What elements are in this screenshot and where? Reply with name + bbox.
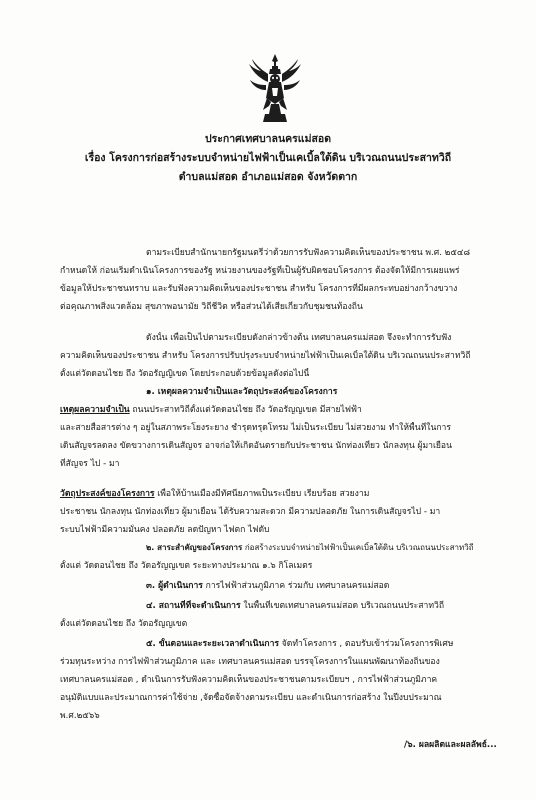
garuda-emblem-icon (247, 52, 303, 126)
section1-necessity-line-1 (60, 404, 478, 416)
section1-necessity-line-3: เดินสัญจรลดลง ขัดขวางการเดินสัญจร อาจก่อให้เกิดอันตรายกับประชาชน นักท่องเที่ยว นักลงทุน ผู้มาเยือน (60, 441, 452, 451)
objective-label: วัตถุประสงค์ของโครงการ (60, 489, 155, 499)
section2-label: ๒. สาระสำคัญของโครงการ (146, 543, 243, 552)
para2-line-2: ความคิดเห็นของประชาชน สำหรับ โครงการปรับปรุงระบบจำหน่ายไฟฟ้าเป็นเคเบิ้ลใต้ดิน บริเวณถนนประสาทวิถี (60, 351, 471, 361)
section5-line-1 (146, 638, 478, 650)
section1-objective-line-2: ประชาชน นักลงทุน นักท่องเที่ยว ผู้มาเยือน ได้รับความสะดวก มีความปลอดภัย ในการเดินสัญจรไป - มา (60, 507, 441, 517)
section1-heading: ๑. เหตุผลความจำเป็นและวัตถุประสงค์ของโครงการ (146, 387, 338, 397)
section1-objective-line-1 (60, 488, 478, 500)
title-location: ตำบลแม่สอด อำเภอแม่สอด จังหวัดตาก (178, 171, 358, 183)
para2-line-3: ตั้งแต่วัดดอนไชย ถึง วัดอรัญญิเขต โดยประกอบด้วยข้อมูลดังต่อไปนี้ (60, 369, 310, 379)
section4-line-1 (146, 600, 478, 612)
section1-objective-line-3: ระบบไฟฟ้ามีความมั่นคง ปลอดภัย ลดปัญหา ไฟตก ไฟดับ (60, 525, 270, 535)
necessity-label: เหตุผลความจำเป็น (60, 405, 130, 415)
intro-line-4: ต่อคุณภาพสิ่งแวดล้อม สุขภาพอนามัย วิถีชีวิต หรือส่วนได้เสียเกี่ยวกับชุมชนท้องถิ่น (60, 302, 363, 312)
section2-line-1 (146, 542, 478, 554)
section2-line-2: ตั้งแต่ วัดดอนไชย ถึง วัดอรัญญเขต ระยะทางประมาณ ๑.๖ กิโลเมตร (60, 561, 313, 571)
section5-text: จัดทำโครงการ , ตอบรับเข้าร่วมโครงการพิเศษ (279, 639, 454, 649)
section4-line-2: ตั้งแต่วัดดอนไชย ถึง วัดอรัญญเขต (60, 619, 188, 629)
section5-label: ๕. ขั้นตอนและระยะเวลาดำเนินการ (146, 639, 280, 649)
next-page-reference: /๖. ผลผลิตและผลลัพธ์... (404, 740, 497, 750)
objective-text: เพื่อให้บ้านเมืองมีทัศนียภาพเป็นระเบียบ เรียบร้อย สวยงาม (154, 489, 370, 499)
para2-line-1: ดังนั้น เพื่อเป็นไปตามระเบียบดังกล่าวข้างต้น เทศบาลนครแม่สอด จึงจะทำการรับฟัง (146, 333, 452, 343)
intro-line-1: ตามระเบียบสำนักนายกรัฐมนตรีว่าด้วยการรับฟังความคิดเห็นของประชาชน พ.ศ. ๒๕๔๘ (146, 248, 470, 258)
section3-line (146, 580, 478, 592)
section1-necessity-line-2: และสายสื่อสารต่าง ๆ อยู่ในสภาพระโยงระยาง ชำรุดทรุดโทรม ไม่เป็นระเบียบ ไม่สวยงาม ทำให้พื้นที่ในการ (60, 423, 451, 433)
intro-line-3: ข้อมูลให้ประชาชนทราบ และรับฟังความคิดเห็นของประชาชน สำหรับ โครงการที่มีผลกระทบอย่างกว้างขวาง (60, 284, 458, 294)
section5-line-3: เทศบาลนครแม่สอด , ดำเนินการรับฟังความคิดเห็นของประชาชนตามระเบียบฯ , การไฟฟ้าส่วนภูมิภาค (60, 675, 438, 685)
title-subject: เรื่อง โครงการก่อสร้างระบบจำหน่ายไฟฟ้าเป็นเคเบิ้ลใต้ดิน บริเวณถนนประสาทวิถี (84, 152, 452, 164)
section4-label: ๔. สถานที่ที่จะดำเนินการ (146, 601, 241, 611)
section4-text: ในพื้นที่เขตเทศบาลนครแม่สอด บริเวณถนนประสาทวิถี (240, 601, 445, 611)
section1-necessity-line-4: ที่สัญจร ไป - มา (60, 459, 120, 469)
section3-label: ๓. ผู้ดำเนินการ (146, 581, 203, 591)
announcement-title (0, 130, 536, 187)
section5-line-5: พ.ศ.๒๕๖๖ (60, 711, 100, 721)
intro-line-2: กำหนดให้ ก่อนเริ่มดำเนินโครงการของรัฐ หน่วยงานของรัฐที่เป็นผู้รับผิดชอบโครงการ ต้องจัดให้มีการเผยแพร่ (60, 266, 460, 276)
section2-text: ก่อสร้างระบบจำหน่ายไฟฟ้าเป็นเคเบิ้ลใต้ดิน บริเวณถนนประสาทวิถี (242, 543, 474, 552)
section3-text: การไฟฟ้าส่วนภูมิภาค ร่วมกับ เทศบาลนครแม่สอด (202, 581, 390, 591)
title-issuer: ประกาศเทศบาลนครแม่สอด (204, 133, 332, 145)
section5-line-2: ร่วมทุนระหว่าง การไฟฟ้าส่วนภูมิภาค และ เทศบาลนครแม่สอด บรรจุโครงการในแผนพัฒนาท้องถิ่นของ (60, 657, 440, 667)
section5-line-4: อนุมัติแบบและประมาณการค่าใช้จ่าย ,จัดซื้อจัดจ้างตามระเบียบ และดำเนินการก่อสร้าง ในปีงบประมาณ (60, 693, 442, 703)
necessity-text: ถนนประสาทวิถีตั้งแต่วัดดอนไชย ถึง วัดอรัญญเขต มีสายไฟฟ้า (129, 405, 362, 415)
